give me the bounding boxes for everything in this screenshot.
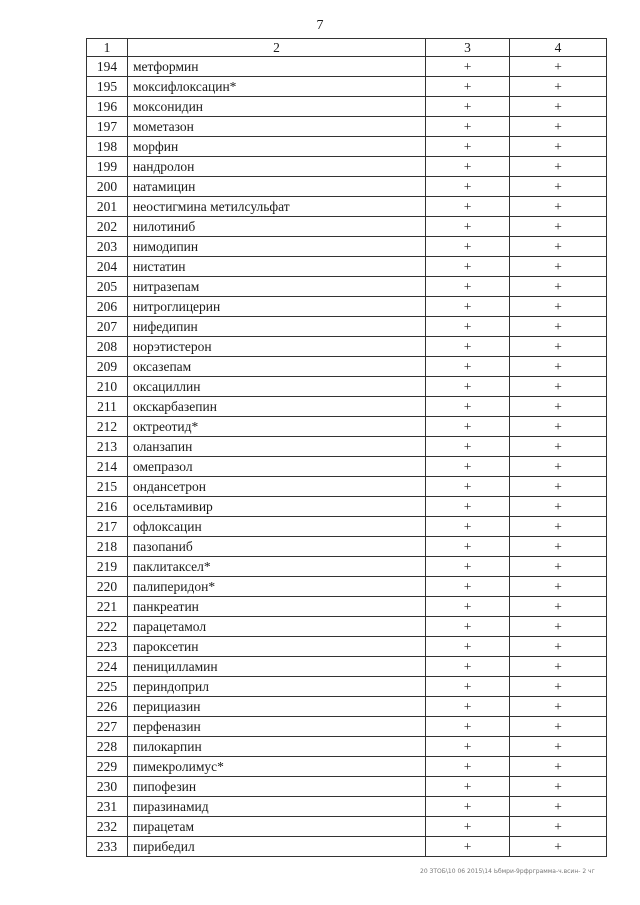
column-4-mark: + bbox=[510, 737, 607, 757]
column-4-mark: + bbox=[510, 817, 607, 837]
row-number: 212 bbox=[87, 417, 128, 437]
column-3-mark: + bbox=[426, 417, 510, 437]
column-4-mark: + bbox=[510, 577, 607, 597]
column-4-mark: + bbox=[510, 757, 607, 777]
drug-name: ондансетрон bbox=[128, 477, 426, 497]
row-number: 221 bbox=[87, 597, 128, 617]
column-header-4: 4 bbox=[510, 39, 607, 57]
column-3-mark: + bbox=[426, 377, 510, 397]
column-4-mark: + bbox=[510, 777, 607, 797]
row-number: 208 bbox=[87, 337, 128, 357]
drug-name: палиперидон* bbox=[128, 577, 426, 597]
column-3-mark: + bbox=[426, 477, 510, 497]
table-row bbox=[87, 457, 607, 477]
row-number: 194 bbox=[87, 57, 128, 77]
table-row bbox=[87, 377, 607, 397]
column-4-mark: + bbox=[510, 437, 607, 457]
column-3-mark: + bbox=[426, 437, 510, 457]
table-row bbox=[87, 617, 607, 637]
row-number: 230 bbox=[87, 777, 128, 797]
column-4-mark: + bbox=[510, 837, 607, 857]
drug-name: пирибедил bbox=[128, 837, 426, 857]
row-number: 222 bbox=[87, 617, 128, 637]
drug-name: оксациллин bbox=[128, 377, 426, 397]
table-row bbox=[87, 697, 607, 717]
column-3-mark: + bbox=[426, 397, 510, 417]
column-4-mark: + bbox=[510, 637, 607, 657]
table-row bbox=[87, 817, 607, 837]
column-3-mark: + bbox=[426, 737, 510, 757]
column-3-mark: + bbox=[426, 797, 510, 817]
drug-name: парацетамол bbox=[128, 617, 426, 637]
column-4-mark: + bbox=[510, 457, 607, 477]
column-4-mark: + bbox=[510, 137, 607, 157]
column-4-mark: + bbox=[510, 377, 607, 397]
table-row bbox=[87, 497, 607, 517]
drug-name: перфеназин bbox=[128, 717, 426, 737]
column-4-mark: + bbox=[510, 177, 607, 197]
column-3-mark: + bbox=[426, 597, 510, 617]
row-number: 217 bbox=[87, 517, 128, 537]
column-3-mark: + bbox=[426, 497, 510, 517]
column-3-mark: + bbox=[426, 117, 510, 137]
table-row bbox=[87, 777, 607, 797]
table-row bbox=[87, 477, 607, 497]
column-header-3: 3 bbox=[426, 39, 510, 57]
column-3-mark: + bbox=[426, 297, 510, 317]
table-row bbox=[87, 57, 607, 77]
drug-name: пеницилламин bbox=[128, 657, 426, 677]
column-4-mark: + bbox=[510, 117, 607, 137]
table-row bbox=[87, 277, 607, 297]
table-row bbox=[87, 297, 607, 317]
row-number: 227 bbox=[87, 717, 128, 737]
row-number: 223 bbox=[87, 637, 128, 657]
drug-name: паклитаксел* bbox=[128, 557, 426, 577]
table-row bbox=[87, 737, 607, 757]
column-4-mark: + bbox=[510, 617, 607, 637]
drug-name: морфин bbox=[128, 137, 426, 157]
column-4-mark: + bbox=[510, 417, 607, 437]
column-3-mark: + bbox=[426, 537, 510, 557]
drug-name: пимекролимус* bbox=[128, 757, 426, 777]
table-row bbox=[87, 557, 607, 577]
table-row bbox=[87, 597, 607, 617]
row-number: 203 bbox=[87, 237, 128, 257]
row-number: 216 bbox=[87, 497, 128, 517]
table-row bbox=[87, 117, 607, 137]
drug-name: моксонидин bbox=[128, 97, 426, 117]
table-header-row bbox=[87, 39, 607, 57]
drug-name: пирацетам bbox=[128, 817, 426, 837]
column-4-mark: + bbox=[510, 597, 607, 617]
column-3-mark: + bbox=[426, 337, 510, 357]
column-3-mark: + bbox=[426, 197, 510, 217]
drug-name: офлоксацин bbox=[128, 517, 426, 537]
row-number: 195 bbox=[87, 77, 128, 97]
column-3-mark: + bbox=[426, 677, 510, 697]
drug-name: панкреатин bbox=[128, 597, 426, 617]
column-3-mark: + bbox=[426, 457, 510, 477]
column-3-mark: + bbox=[426, 617, 510, 637]
table-row bbox=[87, 797, 607, 817]
table-row bbox=[87, 717, 607, 737]
row-number: 197 bbox=[87, 117, 128, 137]
drug-name: нимодипин bbox=[128, 237, 426, 257]
row-number: 232 bbox=[87, 817, 128, 837]
row-number: 226 bbox=[87, 697, 128, 717]
row-number: 207 bbox=[87, 317, 128, 337]
column-4-mark: + bbox=[510, 517, 607, 537]
page-number: 7 bbox=[316, 18, 324, 33]
table-row bbox=[87, 657, 607, 677]
row-number: 198 bbox=[87, 137, 128, 157]
table-row bbox=[87, 97, 607, 117]
drug-table bbox=[86, 38, 607, 857]
footer-file-note: 20 ЗТОБ\10 06 2015\14 Ьбмри-9рфрграмма-ч.всин- 2 чг bbox=[420, 868, 595, 875]
drug-name: омепразол bbox=[128, 457, 426, 477]
row-number: 225 bbox=[87, 677, 128, 697]
table-row bbox=[87, 677, 607, 697]
column-3-mark: + bbox=[426, 637, 510, 657]
row-number: 229 bbox=[87, 757, 128, 777]
column-4-mark: + bbox=[510, 297, 607, 317]
drug-name: нитразепам bbox=[128, 277, 426, 297]
table-row bbox=[87, 77, 607, 97]
drug-name: пазопаниб bbox=[128, 537, 426, 557]
row-number: 231 bbox=[87, 797, 128, 817]
table-row bbox=[87, 757, 607, 777]
column-3-mark: + bbox=[426, 137, 510, 157]
column-4-mark: + bbox=[510, 257, 607, 277]
column-3-mark: + bbox=[426, 257, 510, 277]
row-number: 228 bbox=[87, 737, 128, 757]
column-4-mark: + bbox=[510, 477, 607, 497]
column-4-mark: + bbox=[510, 497, 607, 517]
drug-name: натамицин bbox=[128, 177, 426, 197]
row-number: 218 bbox=[87, 537, 128, 557]
drug-name: мометазон bbox=[128, 117, 426, 137]
table-row bbox=[87, 437, 607, 457]
column-4-mark: + bbox=[510, 277, 607, 297]
drug-name: пароксетин bbox=[128, 637, 426, 657]
row-number: 201 bbox=[87, 197, 128, 217]
table-row bbox=[87, 217, 607, 237]
drug-name: пипофезин bbox=[128, 777, 426, 797]
column-4-mark: + bbox=[510, 537, 607, 557]
column-3-mark: + bbox=[426, 157, 510, 177]
row-number: 199 bbox=[87, 157, 128, 177]
drug-name: осельтамивир bbox=[128, 497, 426, 517]
table-row bbox=[87, 537, 607, 557]
column-3-mark: + bbox=[426, 237, 510, 257]
drug-name: нандролон bbox=[128, 157, 426, 177]
drug-name: нилотиниб bbox=[128, 217, 426, 237]
column-4-mark: + bbox=[510, 197, 607, 217]
drug-name: оксазепам bbox=[128, 357, 426, 377]
drug-name: нитроглицерин bbox=[128, 297, 426, 317]
drug-name: норэтистерон bbox=[128, 337, 426, 357]
table-row bbox=[87, 637, 607, 657]
drug-name: пиразинамид bbox=[128, 797, 426, 817]
column-3-mark: + bbox=[426, 817, 510, 837]
column-4-mark: + bbox=[510, 237, 607, 257]
row-number: 224 bbox=[87, 657, 128, 677]
drug-name: перициазин bbox=[128, 697, 426, 717]
table-row bbox=[87, 837, 607, 857]
row-number: 211 bbox=[87, 397, 128, 417]
drug-name: оланзапин bbox=[128, 437, 426, 457]
column-3-mark: + bbox=[426, 77, 510, 97]
table-body bbox=[87, 57, 607, 857]
row-number: 209 bbox=[87, 357, 128, 377]
column-4-mark: + bbox=[510, 317, 607, 337]
table-row bbox=[87, 257, 607, 277]
row-number: 205 bbox=[87, 277, 128, 297]
row-number: 215 bbox=[87, 477, 128, 497]
column-4-mark: + bbox=[510, 97, 607, 117]
column-header-1: 1 bbox=[87, 39, 128, 57]
row-number: 196 bbox=[87, 97, 128, 117]
column-3-mark: + bbox=[426, 577, 510, 597]
column-4-mark: + bbox=[510, 657, 607, 677]
row-number: 213 bbox=[87, 437, 128, 457]
column-3-mark: + bbox=[426, 317, 510, 337]
column-4-mark: + bbox=[510, 157, 607, 177]
row-number: 220 bbox=[87, 577, 128, 597]
column-3-mark: + bbox=[426, 717, 510, 737]
column-3-mark: + bbox=[426, 697, 510, 717]
column-4-mark: + bbox=[510, 557, 607, 577]
column-3-mark: + bbox=[426, 277, 510, 297]
column-header-2: 2 bbox=[128, 39, 426, 57]
column-3-mark: + bbox=[426, 517, 510, 537]
column-4-mark: + bbox=[510, 797, 607, 817]
column-4-mark: + bbox=[510, 57, 607, 77]
row-number: 233 bbox=[87, 837, 128, 857]
row-number: 200 bbox=[87, 177, 128, 197]
drug-name: октреотид* bbox=[128, 417, 426, 437]
drug-name: пилокарпин bbox=[128, 737, 426, 757]
column-4-mark: + bbox=[510, 717, 607, 737]
table-row bbox=[87, 357, 607, 377]
row-number: 219 bbox=[87, 557, 128, 577]
column-3-mark: + bbox=[426, 757, 510, 777]
column-3-mark: + bbox=[426, 657, 510, 677]
column-4-mark: + bbox=[510, 217, 607, 237]
row-number: 210 bbox=[87, 377, 128, 397]
column-3-mark: + bbox=[426, 97, 510, 117]
column-3-mark: + bbox=[426, 57, 510, 77]
drug-name: нистатин bbox=[128, 257, 426, 277]
table-row bbox=[87, 197, 607, 217]
column-4-mark: + bbox=[510, 357, 607, 377]
column-4-mark: + bbox=[510, 337, 607, 357]
table-row bbox=[87, 417, 607, 437]
table-row bbox=[87, 177, 607, 197]
table-row bbox=[87, 517, 607, 537]
column-4-mark: + bbox=[510, 77, 607, 97]
drug-name: периндоприл bbox=[128, 677, 426, 697]
table-row bbox=[87, 237, 607, 257]
table-row bbox=[87, 137, 607, 157]
column-4-mark: + bbox=[510, 697, 607, 717]
drug-name: окскарбазепин bbox=[128, 397, 426, 417]
table-row bbox=[87, 317, 607, 337]
drug-name: нифедипин bbox=[128, 317, 426, 337]
table-row bbox=[87, 577, 607, 597]
row-number: 206 bbox=[87, 297, 128, 317]
column-3-mark: + bbox=[426, 557, 510, 577]
drug-name: неостигмина метилсульфат bbox=[128, 197, 426, 217]
column-3-mark: + bbox=[426, 357, 510, 377]
column-4-mark: + bbox=[510, 397, 607, 417]
row-number: 202 bbox=[87, 217, 128, 237]
column-3-mark: + bbox=[426, 777, 510, 797]
row-number: 204 bbox=[87, 257, 128, 277]
column-3-mark: + bbox=[426, 837, 510, 857]
drug-name: моксифлоксацин* bbox=[128, 77, 426, 97]
column-4-mark: + bbox=[510, 677, 607, 697]
table-row bbox=[87, 337, 607, 357]
table-row bbox=[87, 157, 607, 177]
row-number: 214 bbox=[87, 457, 128, 477]
table-row bbox=[87, 397, 607, 417]
drug-name: метформин bbox=[128, 57, 426, 77]
column-3-mark: + bbox=[426, 217, 510, 237]
column-3-mark: + bbox=[426, 177, 510, 197]
